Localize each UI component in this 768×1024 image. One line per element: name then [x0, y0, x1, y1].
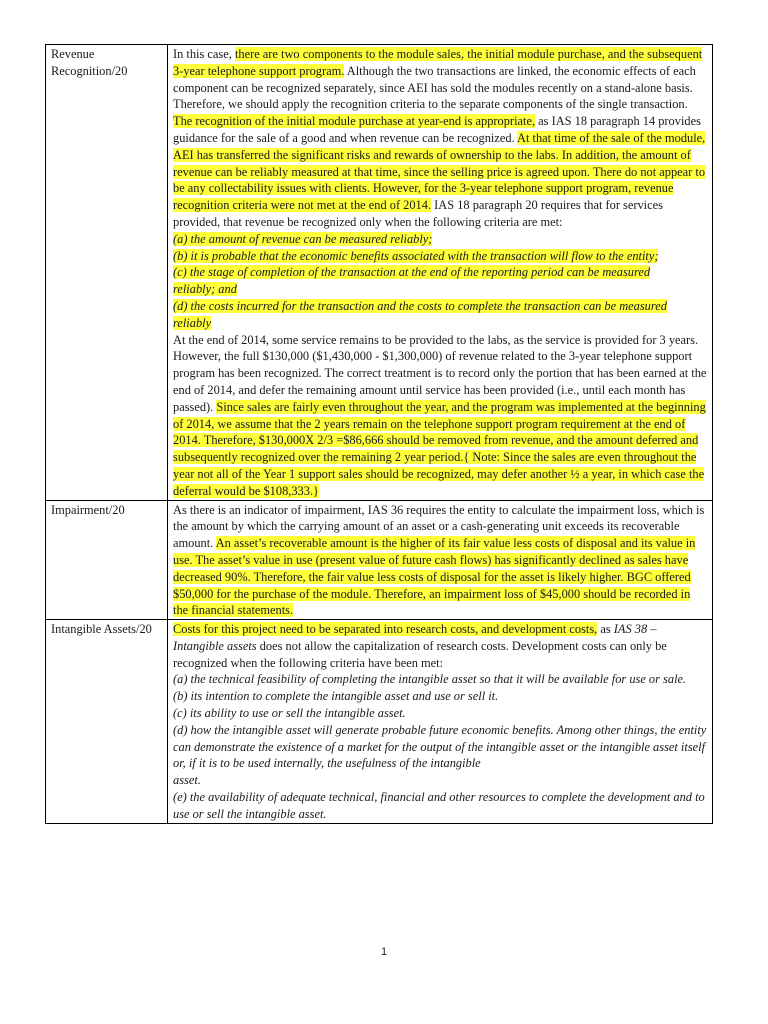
text-run: In this case, [173, 47, 235, 61]
criterion-b: (b) its intention to complete the intangible asset and use or sell it. [173, 689, 499, 704]
criterion-a: (a) the technical feasibility of completing the intangible asset so that it will be available for use or sale. [173, 672, 687, 687]
table-row-intangible [46, 620, 713, 824]
highlighted-text: Since sales are fairly even throughout the year, and the program was implemented at the beginning of 2014, we assume that the 2 years remain on the telephone support program requirement at the end of 2014. Therefore, $130,000X 2/3 =$86,666 should be removed from revenue, and the amount deferred and subsequently recognized over the remaining 2 year period.{ Note: Since the sales are even throughout the year not all of the Year 1 support sales should be recognized, may defer another ½ a year, in which case the deferral would be $108,333.} [173, 399, 706, 498]
revenue-para-2 [173, 114, 705, 229]
intangible-para-1 [173, 622, 667, 670]
criterion-c: (c) its ability to use or sell the intangible asset. [173, 706, 406, 721]
criterion-c: (c) the stage of completion of the transaction at the end of the reporting period can be measured [173, 265, 651, 280]
row-label-impairment: Impairment/20 [46, 500, 168, 620]
criterion-d: (d) the costs incurred for the transaction and the costs to complete the transaction can be measured reliably [173, 298, 667, 330]
page-number: 1 [380, 946, 388, 958]
table-row-impairment [46, 500, 713, 620]
highlighted-text: there are two components to the module sales, the initial module purchase, and the subsequent 3-year telephone support program. [173, 47, 703, 78]
table-row-revenue [46, 45, 713, 501]
row-content-impairment [168, 500, 713, 620]
criterion-d: (d) how the intangible asset will generate probable future economic benefits. Among other things, the entity can demonstrate the existence of a market for the output of the intangible asset or the intangible asset itself or, if it is to be used internally, the usefulness of the intangible [173, 722, 707, 771]
revenue-para-1 [173, 47, 702, 111]
text-run: As there is an indicator of impairment, IAS 36 requires the entity to calculate the impairment loss, which is the amount by which the carrying amount of an asset or a cash-generating unit exceeds its recoverable amount. [173, 502, 705, 551]
row-content-revenue [168, 45, 713, 501]
text-run: does not allow the capitalization of research costs. Development costs can only be recognized when the following criteria have been met: [173, 638, 667, 670]
criterion-e: (e) the availability of adequate technical, financial and other resources to complete the development and to use or sell the intangible asset. [173, 790, 705, 821]
row-content-intangible [168, 620, 713, 824]
highlighted-text: The recognition of the initial module purchase at year-end is appropriate, [173, 114, 536, 129]
highlighted-text: An asset’s recoverable amount is the higher of its fair value less costs of disposal and its value in use. The asset’s value in use (present value of future cash flows) has significantly declined as sales have decreased 90%. Therefore, the fair value less costs of disposal for the asset is likely higher. BGC offered $50,000 for the purchase of the module. Therefore, an impairment loss of $45,000 should be recorded in the financial statements. [173, 536, 696, 618]
text-run: IAS 18 paragraph 20 requires that for services provided, that revenue be recognized only when the following criteria are met: [173, 198, 663, 229]
criterion-b: (b) it is probable that the economic benefits associated with the transaction will flow to the entity; [173, 248, 659, 263]
text-run: as [597, 622, 614, 637]
row-label-intangible: Intangible Assets/20 [46, 620, 168, 824]
criterion-d-cont: asset. [173, 773, 201, 788]
standard-reference: IAS 38 – Intangible assets [173, 622, 657, 653]
revenue-para-3 [173, 333, 706, 498]
criterion-a: (a) the amount of revenue can be measured reliably; [173, 231, 433, 246]
highlighted-text: At that time of the sale of the module, AEI has transferred the significant risks and rewards of ownership to the labs. In addition, the amount of revenue can be reliably measured at that time, since the selling price is agreed upon. There do not appear to be any collectability issues with clients. However, for the 3-year telephone support program, revenue recognition criteria were not met at the end of 2014. [173, 130, 706, 213]
highlighted-text: Costs for this project need to be separated into research costs, and development costs, [173, 622, 598, 637]
text-run: as IAS 18 paragraph 14 provides guidance for the sale of a good and when revenue can be recognized. [173, 114, 701, 145]
answer-table [45, 44, 713, 824]
text-run: Although the two transactions are linked, the economic effects of each component can be recognized separately, since AEI has sold the modules recently on a stand-alone basis. Therefore, we should apply the recognition criteria to the separate components of the single transaction. [173, 63, 696, 112]
row-label-revenue: Revenue Recognition/20 [46, 45, 168, 501]
criterion-c-cont: reliably; and [173, 282, 237, 297]
text-run: At the end of 2014, some service remains to be provided to the labs, as the service is provided for 3 years. However, the full $130,000 ($1,430,000 - $1,300,000) of revenue related to the 3-year telephone support program has been recognized. The correct treatment is to record only the portion that has been earned at the end of 2014, and defer the remaining amount until service has been provided (i.e., until each month has passed). [173, 332, 707, 414]
